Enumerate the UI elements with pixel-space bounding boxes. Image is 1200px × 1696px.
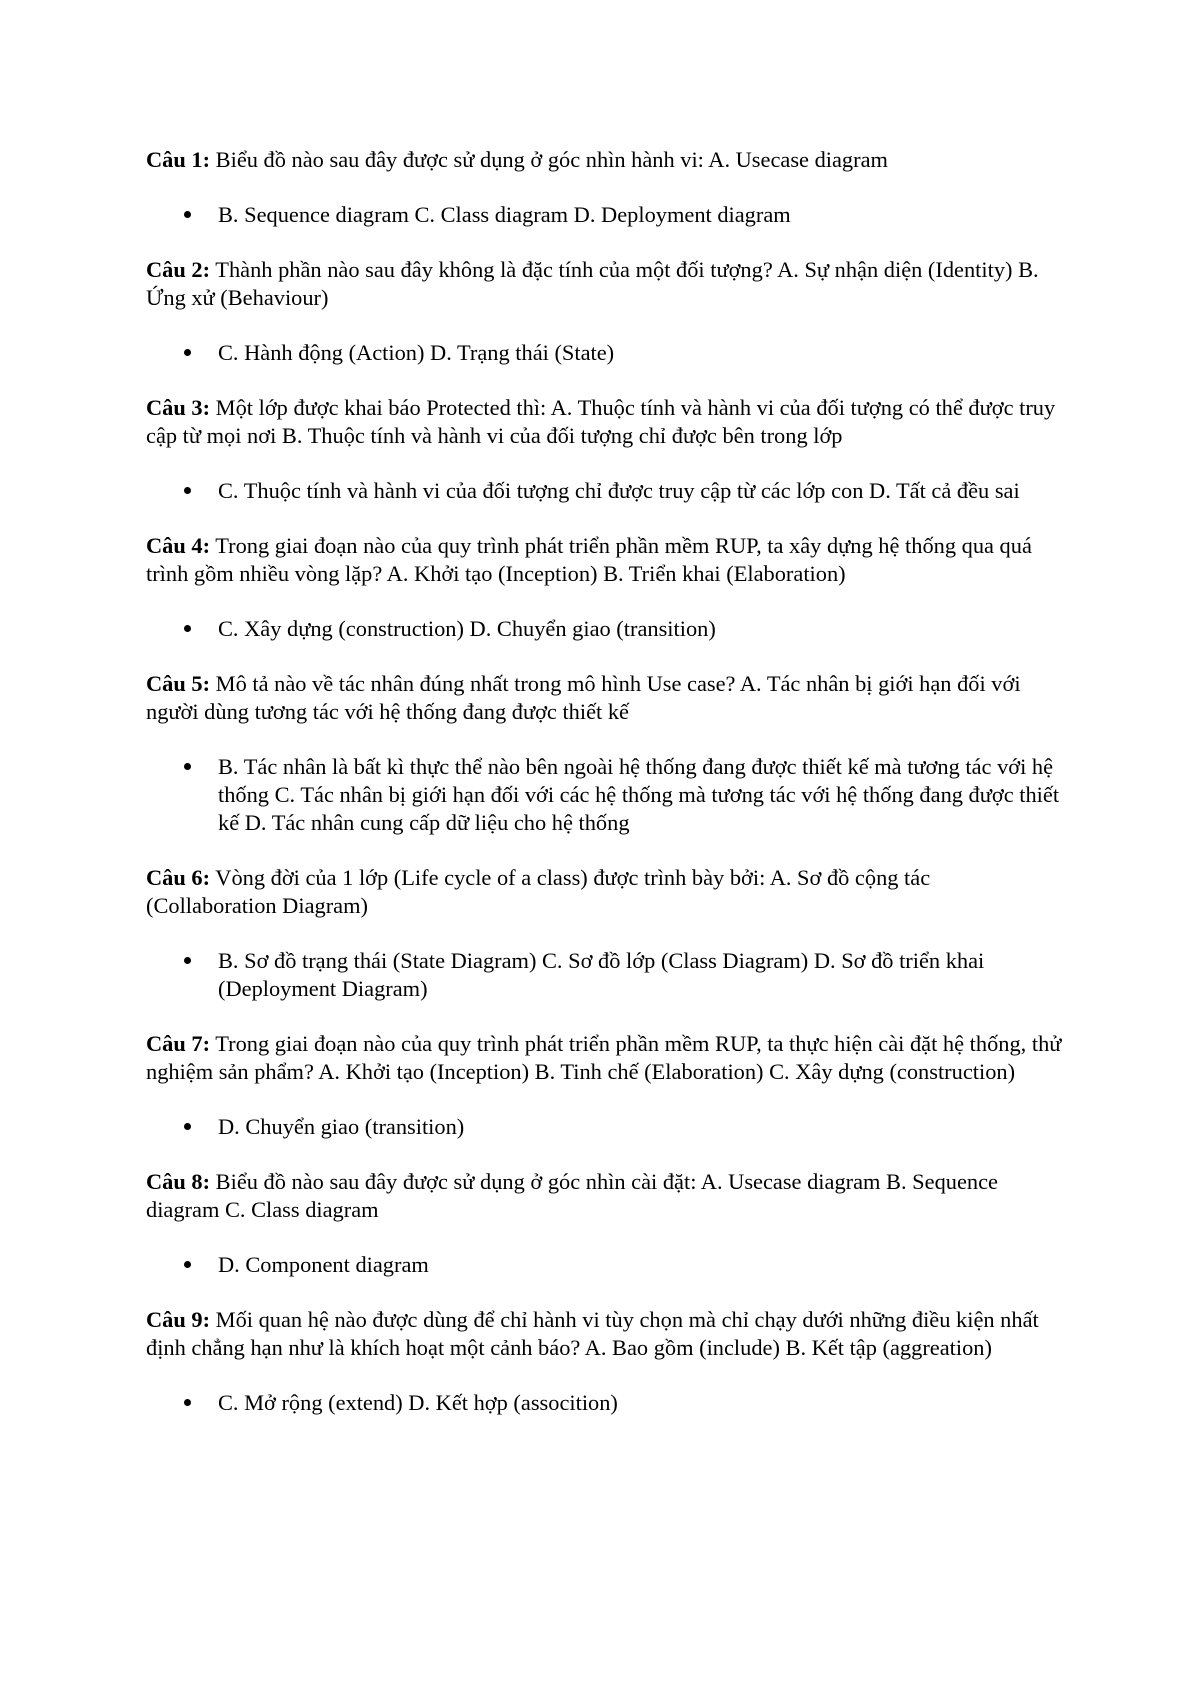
options-text: C. Xây dựng (construction) D. Chuyển giao (transition): [218, 616, 716, 641]
question-text: Mối quan hệ nào được dùng để chỉ hành vi tùy chọn mà chỉ chạy dưới những điều kiện nhất định chẳng hạn như là khích hoạt một cảnh báo? A. Bao gồm (include) B. Kết tập (aggreation): [146, 1307, 1039, 1360]
bullet-icon: [184, 957, 191, 964]
bullet-icon: [184, 349, 191, 356]
options-text: B. Sequence diagram C. Class diagram D. Deployment diagram: [218, 202, 791, 227]
question-5: [146, 670, 1066, 726]
question-label: Câu 5:: [146, 671, 211, 696]
question-4: [146, 532, 1066, 588]
options-item: [218, 753, 1066, 837]
question-7: [146, 1030, 1066, 1086]
question-label: Câu 2:: [146, 257, 211, 282]
options-item: [218, 339, 1066, 367]
options-list-2: [146, 339, 1066, 367]
options-item: [218, 1251, 1066, 1279]
question-text: Thành phần nào sau đây không là đặc tính của một đối tượng? A. Sự nhận diện (Identity) B. Ứng xử (Behaviour): [146, 257, 1039, 310]
question-text: Trong giai đoạn nào của quy trình phát triển phần mềm RUP, ta thực hiện cài đặt hệ thống, thử nghiệm sản phẩm? A. Khởi tạo (Inception) B. Tinh chế (Elaboration) C. Xây dựng (construction): [146, 1031, 1062, 1084]
options-list-7: [146, 1113, 1066, 1141]
document-content: [146, 146, 1066, 1444]
options-text: B. Sơ đồ trạng thái (State Diagram) C. Sơ đồ lớp (Class Diagram) D. Sơ đồ triển khai (Deployment Diagram): [218, 948, 985, 1001]
question-label: Câu 9:: [146, 1307, 211, 1332]
question-text: Biểu đồ nào sau đây được sử dụng ở góc nhìn cài đặt: A. Usecase diagram B. Sequence diagram C. Class diagram: [146, 1169, 998, 1222]
options-item: [218, 477, 1066, 505]
options-item: [218, 615, 1066, 643]
bullet-icon: [184, 487, 191, 494]
question-6: [146, 864, 1066, 920]
question-label: Câu 8:: [146, 1169, 211, 1194]
question-text: Mô tả nào về tác nhân đúng nhất trong mô hình Use case? A. Tác nhân bị giới hạn đối với người dùng tương tác với hệ thống đang được thiết kế: [146, 671, 1021, 724]
options-list-8: [146, 1251, 1066, 1279]
question-3: [146, 394, 1066, 450]
question-9: [146, 1306, 1066, 1362]
question-text: Một lớp được khai báo Protected thì: A. Thuộc tính và hành vi của đối tượng có thể được truy cập từ mọi nơi B. Thuộc tính và hành vi của đối tượng chỉ được bên trong lớp: [146, 395, 1056, 448]
options-list-4: [146, 615, 1066, 643]
bullet-icon: [184, 625, 191, 632]
question-text: Vòng đời của 1 lớp (Life cycle of a class) được trình bày bởi: A. Sơ đồ cộng tác (Collaboration Diagram): [146, 865, 931, 918]
options-list-5: [146, 753, 1066, 837]
bullet-icon: [184, 1399, 191, 1406]
question-2: [146, 256, 1066, 312]
question-1: [146, 146, 1066, 174]
bullet-icon: [184, 1123, 191, 1130]
options-item: [218, 947, 1066, 1003]
options-text: C. Mở rộng (extend) D. Kết hợp (assocition): [218, 1390, 618, 1415]
options-list-9: [146, 1389, 1066, 1417]
bullet-icon: [184, 763, 191, 770]
options-item: [218, 201, 1066, 229]
options-item: [218, 1389, 1066, 1417]
options-item: [218, 1113, 1066, 1141]
question-label: Câu 6:: [146, 865, 211, 890]
bullet-icon: [184, 1261, 191, 1268]
question-label: Câu 4:: [146, 533, 211, 558]
options-text: C. Hành động (Action) D. Trạng thái (State): [218, 340, 615, 365]
question-8: [146, 1168, 1066, 1224]
question-label: Câu 1:: [146, 147, 211, 172]
options-text: C. Thuộc tính và hành vi của đối tượng chỉ được truy cập từ các lớp con D. Tất cả đều sai: [218, 478, 1020, 503]
options-list-1: [146, 201, 1066, 229]
options-text: D. Chuyển giao (transition): [218, 1114, 465, 1139]
question-text: Biểu đồ nào sau đây được sử dụng ở góc nhìn hành vi: A. Usecase diagram: [210, 147, 888, 172]
options-list-6: [146, 947, 1066, 1003]
question-text: Trong giai đoạn nào của quy trình phát triển phần mềm RUP, ta xây dựng hệ thống qua quá trình gồm nhiều vòng lặp? A. Khởi tạo (Inception) B. Triển khai (Elaboration): [146, 533, 1032, 586]
options-text: D. Component diagram: [218, 1252, 429, 1277]
options-list-3: [146, 477, 1066, 505]
options-text: B. Tác nhân là bất kì thực thể nào bên ngoài hệ thống đang được thiết kế mà tương tác với hệ thống C. Tác nhân bị giới hạn đối với các hệ thống mà tương tác với hệ thống đang được thiết kế D. Tác nhân cung cấp dữ liệu cho hệ thống: [218, 754, 1060, 835]
bullet-icon: [184, 211, 191, 218]
question-label: Câu 3:: [146, 395, 211, 420]
question-label: Câu 7:: [146, 1031, 211, 1056]
